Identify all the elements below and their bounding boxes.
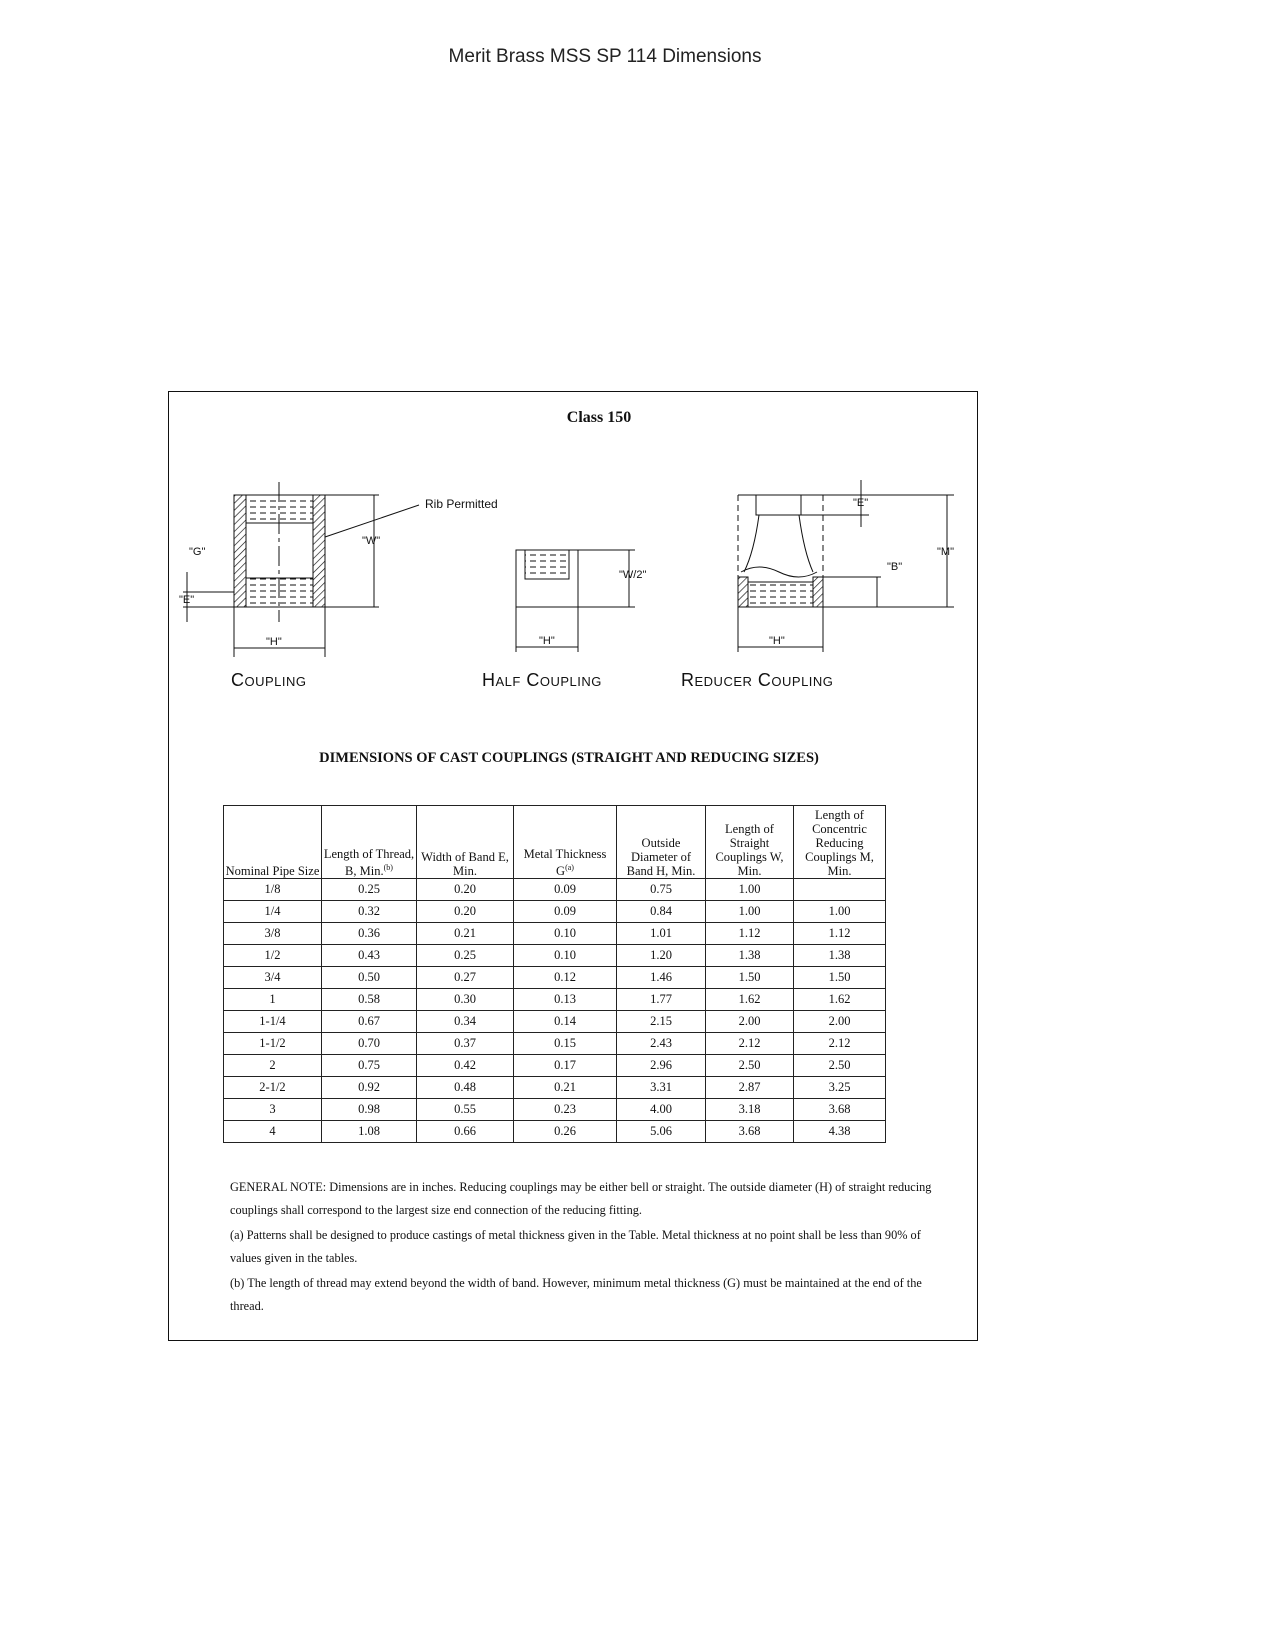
table-cell: 1.08 [322,1121,417,1143]
table-cell: 2 [224,1055,322,1077]
caption-reducer-coupling: Reducer Coupling [681,670,834,690]
table-cell: 0.27 [417,967,514,989]
table-cell: 0.50 [322,967,417,989]
column-header-text: Nominal Pipe Size [225,864,320,878]
column-header-text: Length of Straight Couplings W, Min. [715,822,784,878]
reducer-coupling-drawing [738,480,954,652]
label-h-reducer: "H" [769,635,785,647]
table-row [224,901,886,923]
table-cell: 2.00 [794,1011,886,1033]
table-cell: 1.00 [794,901,886,923]
label-w-half: "W/2" [619,569,647,581]
column-header [322,806,417,879]
table-row [224,1011,886,1033]
table-cell: 3/8 [224,923,322,945]
table-cell: 0.43 [322,945,417,967]
table-cell: 2.87 [706,1077,794,1099]
class-title: Class 150 [566,409,632,426]
table-cell: 3.31 [617,1077,706,1099]
table-cell: 3/4 [224,967,322,989]
general-note: GENERAL NOTE: Dimensions are in inches. Reducing couplings may be either bell or straight. The outside diameter (H) of straight reducing couplings shall correspond to the largest size end connection of the reducing fitting. [230,1180,932,1217]
table-row [224,1077,886,1099]
table-cell: 3.68 [794,1099,886,1121]
table-row [224,1033,886,1055]
table-cell: 2.43 [617,1033,706,1055]
table-cell: 0.70 [322,1033,417,1055]
document-title: Merit Brass MSS SP 114 Dimensions [448,46,762,67]
column-header-text: Length of Concentric Reducing Couplings M, Min. [805,808,874,878]
table-cell: 0.09 [514,879,617,901]
table-cell: 0.75 [617,879,706,901]
notes [230,1176,950,1320]
table-cell: 2.50 [706,1055,794,1077]
table-cell: 4 [224,1121,322,1143]
table-cell: 1.62 [706,989,794,1011]
note-a: (a) Patterns shall be designed to produce castings of metal thickness given in the Table. Metal thickness at no point shall be less than 90% of values given in the tables. [230,1228,921,1265]
table-cell: 3 [224,1099,322,1121]
table-cell: 1.46 [617,967,706,989]
table-cell: 0.21 [514,1077,617,1099]
table-cell: 0.10 [514,945,617,967]
table-cell: 1 [224,989,322,1011]
table-cell: 1.38 [794,945,886,967]
table-cell: 2-1/2 [224,1077,322,1099]
table-title: DIMENSIONS OF CAST COUPLINGS (STRAIGHT AND REDUCING SIZES) [319,750,819,766]
label-m: "M" [937,546,954,558]
coupling-diagrams [169,462,977,662]
table-cell: 1.01 [617,923,706,945]
table-cell: 0.55 [417,1099,514,1121]
caption-half-coupling: Half Coupling [482,670,602,690]
table-cell: 0.21 [417,923,514,945]
table-cell: 1.12 [794,923,886,945]
spec-sheet [168,391,978,1341]
label-b: "B" [887,561,903,573]
table-row [224,1121,886,1143]
column-header [617,806,706,879]
coupling-drawing [179,482,498,657]
table-cell: 0.34 [417,1011,514,1033]
table-cell: 0.42 [417,1055,514,1077]
table-row [224,923,886,945]
table-cell: 0.66 [417,1121,514,1143]
table-cell: 2.12 [794,1033,886,1055]
table-cell: 2.12 [706,1033,794,1055]
table-row [224,989,886,1011]
table-cell: 0.20 [417,879,514,901]
table-cell [794,879,886,901]
table-cell: 0.30 [417,989,514,1011]
table-cell: 1.20 [617,945,706,967]
table-cell: 0.23 [514,1099,617,1121]
column-header [514,806,617,879]
column-header [794,806,886,879]
table-cell: 4.38 [794,1121,886,1143]
footnote-marker: (b) [383,862,393,872]
table-row [224,1099,886,1121]
table-row [224,879,886,901]
label-g: "G" [189,546,206,558]
label-h: "H" [266,636,282,648]
table-header-row [224,806,886,879]
table-cell: 1/8 [224,879,322,901]
table-cell: 0.17 [514,1055,617,1077]
table-cell: 0.67 [322,1011,417,1033]
table-cell: 0.13 [514,989,617,1011]
column-header [706,806,794,879]
table-cell: 0.92 [322,1077,417,1099]
table-cell: 2.96 [617,1055,706,1077]
table-cell: 1.50 [706,967,794,989]
table-cell: 3.18 [706,1099,794,1121]
table-cell: 0.84 [617,901,706,923]
dimensions-table [223,805,886,1143]
table-row [224,1055,886,1077]
table-cell: 1-1/2 [224,1033,322,1055]
table-cell: 3.68 [706,1121,794,1143]
half-coupling-drawing [516,550,646,652]
column-header-text: Length of Thread, B, Min. [323,846,415,878]
table-cell: 1.77 [617,989,706,1011]
table-cell: 0.09 [514,901,617,923]
table-cell: 0.20 [417,901,514,923]
table-cell: 1/4 [224,901,322,923]
table-cell: 0.58 [322,989,417,1011]
table-cell: 0.36 [322,923,417,945]
label-e: "E" [179,594,195,606]
column-header-text: Outside Diameter of Band H, Min. [626,836,696,878]
table-cell: 2.50 [794,1055,886,1077]
label-rib-permitted: Rib Permitted [425,497,498,511]
table-cell: 3.25 [794,1077,886,1099]
table-cell: 5.06 [617,1121,706,1143]
column-header [417,806,514,879]
label-w: "W" [362,535,381,547]
table-cell: 0.25 [322,879,417,901]
table-row [224,945,886,967]
table-cell: 1/2 [224,945,322,967]
table-cell: 2.00 [706,1011,794,1033]
label-e-reducer: "E" [853,497,869,509]
table-cell: 1.50 [794,967,886,989]
table-cell: 2.15 [617,1011,706,1033]
table-cell: 1-1/4 [224,1011,322,1033]
table-row [224,967,886,989]
column-header-text: Width of Band E, Min. [421,850,509,878]
table-cell: 1.00 [706,879,794,901]
table-cell: 0.26 [514,1121,617,1143]
note-b: (b) The length of thread may extend beyond the width of band. However, minimum metal thickness (G) must be maintained at the end of the thread. [230,1276,922,1313]
table-cell: 1.00 [706,901,794,923]
table-cell: 0.37 [417,1033,514,1055]
table-cell: 0.12 [514,967,617,989]
label-h-half: "H" [539,635,555,647]
caption-coupling: Coupling [231,670,307,690]
table-cell: 4.00 [617,1099,706,1121]
column-header [224,806,322,879]
table-cell: 1.38 [706,945,794,967]
table-cell: 0.98 [322,1099,417,1121]
footnote-marker: (a) [565,862,574,872]
table-cell: 0.25 [417,945,514,967]
table-cell: 0.14 [514,1011,617,1033]
table-cell: 0.48 [417,1077,514,1099]
table-cell: 0.75 [322,1055,417,1077]
table-cell: 0.15 [514,1033,617,1055]
table-cell: 0.32 [322,901,417,923]
table-cell: 1.62 [794,989,886,1011]
table-cell: 0.10 [514,923,617,945]
column-header-text: Metal Thickness G [523,846,607,878]
table-cell: 1.12 [706,923,794,945]
